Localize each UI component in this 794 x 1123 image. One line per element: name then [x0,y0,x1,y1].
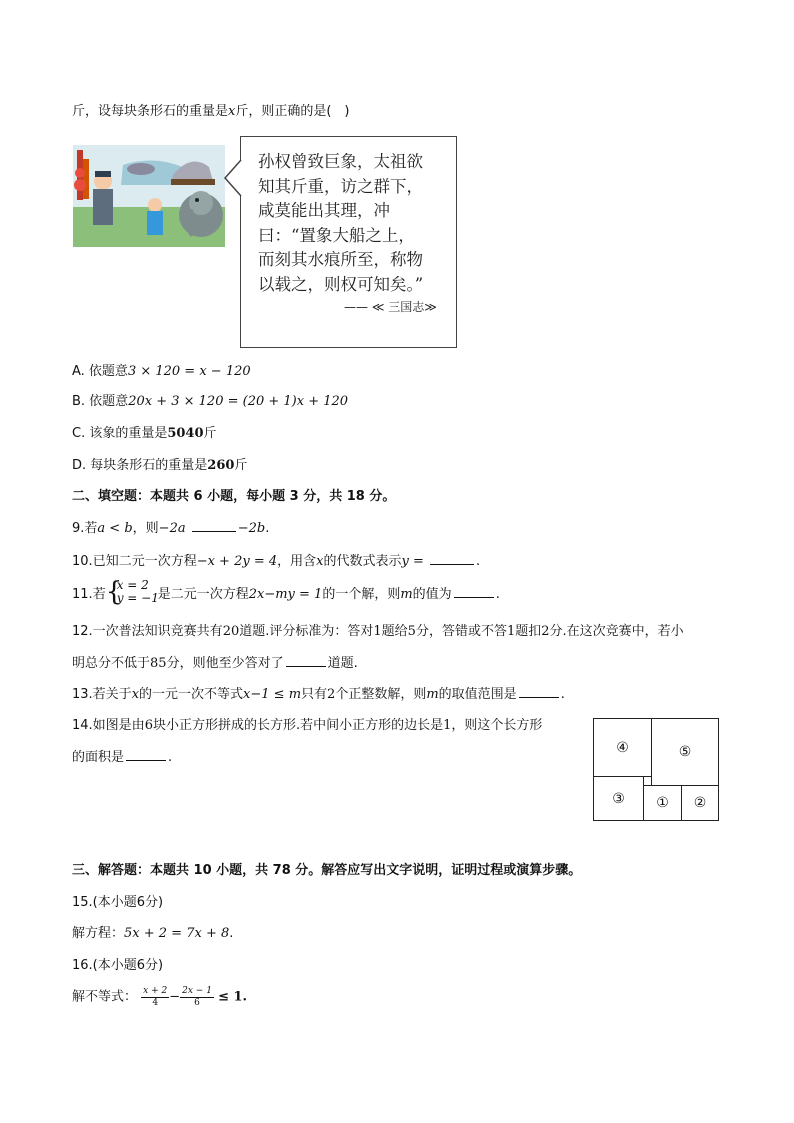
square-label: ④ [616,739,629,756]
question-16-heading: 16.(本小题6分) [72,958,164,973]
illustration-svg [73,145,225,247]
q11-end: . [495,587,500,602]
q12-num: 1 [506,624,516,639]
q13-num: 2 [327,687,336,702]
q13-text: 个正整数解，则 [335,687,427,702]
q12-text: 题给 [381,624,408,639]
q14-text: ，则这个长方形 [451,718,543,733]
option-b-prefix: B. 依题意 [72,394,129,409]
bubble-line: 以载之，则权可知矣。” [258,274,424,294]
q11-system [105,577,159,607]
q11-sys-eq1: x = 2 [116,578,149,592]
q11-text: 是二元一次方程 [157,587,249,602]
q15-text: 解方程： [72,926,125,941]
option-a [72,363,251,381]
q13-math: x−1 ≤ m [243,687,302,702]
square-label: ③ [612,790,625,807]
question-9 [72,519,269,538]
bubble-line: 咸莫能出其理，冲 [258,201,390,220]
q13-math: x [131,687,140,702]
q9-math: a < b [97,521,133,536]
q11-text: 若 [92,587,106,602]
question-15 [72,925,233,943]
q12-text: 分.在这次竞赛中，若小 [549,624,684,639]
q16-denominator: 4 [152,998,159,1008]
q16-minus: − [169,989,181,1005]
option-d-prefix: D. 每块条形石的重量是 [72,458,208,473]
question-10 [72,552,480,571]
bubble-line: 曰：“置象大船之上， [258,225,415,245]
option-c-unit: 斤 [203,426,217,441]
q16-rest: ≤ 1. [218,989,248,1005]
q10-math: −x + 2y = 4 [196,554,278,569]
q15-math: 5x + 2 = 7x + 8 [124,926,230,941]
question-15-heading: 15.(本小题6分) [72,895,164,910]
question-14-line-1 [72,717,542,735]
q10-text: 的代数式表示 [323,554,402,569]
q11-text: 的一个解，则 [322,587,401,602]
q9-text: 若 [84,521,98,536]
q10-math: y = [401,554,424,569]
q12-text: 道题.评分标准为：答对 [239,624,374,639]
q14-end: . [168,750,173,765]
q10-answer-blank[interactable] [430,552,474,565]
option-b [72,393,348,411]
q12-num: 85 [150,656,167,671]
q11-text: 的值为 [412,587,452,602]
q9-text: ，则 [132,521,159,536]
elephant-story-illustration [73,145,225,247]
option-d-unit: 斤 [234,458,248,473]
square-5 [651,718,719,786]
question-13 [72,685,565,704]
intro-prefix: 斤，设每块条形石的重量是 [72,104,229,119]
q10-number: 10. [72,554,93,569]
square-label: ② [693,795,707,811]
q14-answer-blank[interactable] [126,748,166,761]
q14-text: 块小正方形拼成的长方形.若中间小正方形的边长是 [152,718,444,733]
option-c-prefix: C. 该象的重量是 [72,426,168,441]
q9-math: −2a [158,521,186,536]
intro-suffix: 斤，则正确的是( ) [235,104,350,119]
q16-text: 解不等式： [72,989,138,1005]
q14-text: 14.如图是由 [72,718,145,733]
bubble-source: —— ≪ 三国志≫ [344,300,437,314]
question-12-line-1 [72,623,684,641]
q13-text: 只有 [301,687,328,702]
question-12-line-2 [72,654,358,673]
q16-fraction-2 [180,986,214,1009]
q16-numerator: x + 2 [143,986,168,996]
bubble-line: 知其斤重，访之群下， [258,176,423,196]
q10-math: x [316,554,324,569]
option-a-math: 3 × 120 = x − 120 [127,364,251,379]
q13-text: 的取值范围是 [438,687,517,702]
question-14-line-2 [72,748,172,767]
q12-text: 12.一次普法知识竞赛共有 [72,624,223,639]
q9-answer-blank[interactable] [192,519,236,532]
section-2-heading: 二、填空题：本题共 6 小题，每小题 3 分，共 18 分。 [72,489,396,504]
q12-text: 分，则他至少答对了 [166,656,284,671]
speech-bubble-tail [224,160,244,200]
bubble-line: 而刻其水痕所至，称物 [258,250,423,269]
q12-num: 20 [222,624,240,639]
square-2 [681,785,719,821]
q12-text: 明总分不低于 [72,656,151,671]
q11-sys-eq2: y = −1 [116,591,159,605]
question-16 [72,986,247,1016]
q13-text: 的一元一次不等式 [139,687,244,702]
q9-end: . [265,521,270,536]
option-b-math: 20x + 3 × 120 = (20 + 1)x + 120 [128,394,349,409]
q9-math: −2b [237,521,266,536]
square-label: ⑤ [678,744,692,760]
q16-denominator: 6 [194,998,200,1008]
option-d [72,457,247,475]
q11-number: 11. [72,587,93,602]
q10-text: ，用含 [277,554,317,569]
q13-answer-blank[interactable] [519,685,559,698]
q12-answer-blank[interactable] [286,654,326,667]
q9-number: 9. [72,521,85,536]
q12-num: 1 [373,624,382,639]
q12-num: 2 [541,624,550,639]
q14-num: 6 [144,718,153,733]
q10-end: . [476,554,481,569]
q12-num: 5 [407,624,416,639]
q14-text: 的面积是 [72,750,125,765]
q12-text: 道题. [327,656,358,671]
square-1 [643,785,682,821]
q11-brace: { [105,577,123,607]
square-label: ① [656,795,669,811]
q16-numerator: 2x − 1 [182,986,212,996]
section-3-heading: 三、解答题：本题共 10 小题，共 78 分。解答应写出文字说明，证明过程或演算步骤。 [72,863,582,878]
q12-text: 题扣 [515,624,542,639]
q16-fraction-1 [141,986,169,1009]
q14-num: 1 [443,718,452,733]
option-c-num: 5040 [167,426,204,441]
q13-text: 13.若关于 [72,687,132,702]
q11-math: m [400,587,413,602]
option-c [72,425,217,443]
q11-math: 2x−my = 1 [248,587,323,602]
question-intro-line [72,103,350,121]
bubble-quote [258,150,423,297]
q13-end: . [560,687,565,702]
q11-answer-blank[interactable] [454,585,494,598]
option-d-num: 260 [207,458,235,473]
q13-math: m [426,687,439,702]
square-3 [593,776,644,821]
intro-var: x [228,104,236,119]
q12-text: 分，答错或不答 [415,624,507,639]
square-4 [593,718,652,777]
q10-text: 已知二元一次方程 [92,554,197,569]
bubble-line: 孙权曾致巨象，太祖欲 [258,152,423,171]
option-a-prefix: A. 依题意 [72,364,128,379]
question-11 [72,577,500,607]
q15-end: . [229,926,234,941]
